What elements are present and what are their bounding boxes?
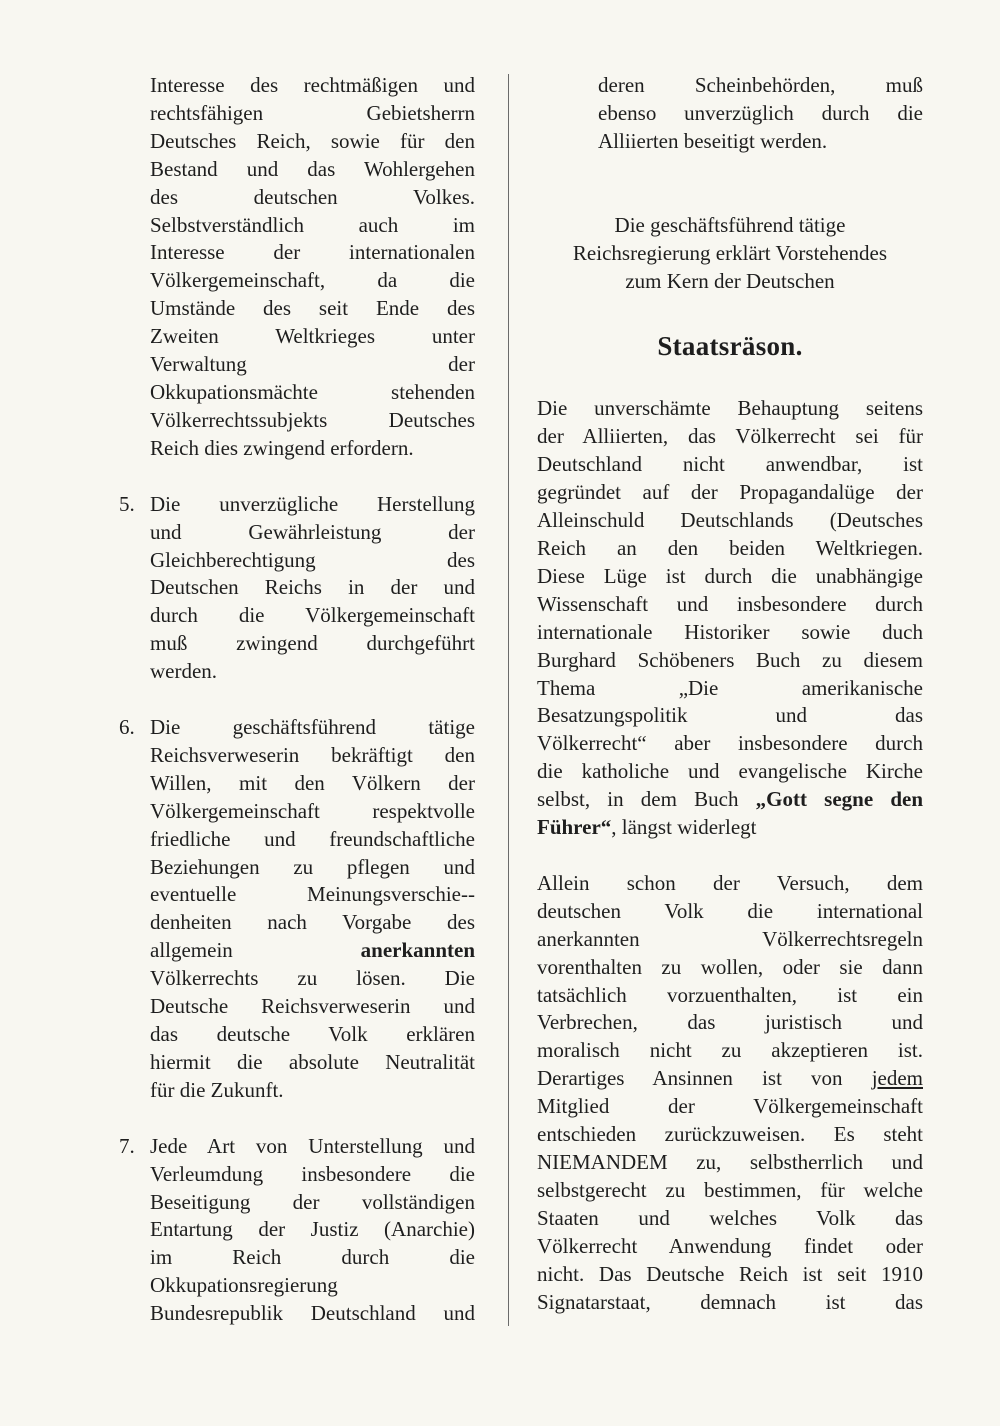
text-line: Völkerrechts zu lösen. Die bbox=[150, 966, 475, 991]
text-line: vorenthalten zu wollen, oder sie dann bbox=[537, 954, 923, 979]
text-line: ebenso unverzüglich durch die bbox=[598, 100, 923, 125]
text-line: Interesse des rechtmäßigen und bbox=[150, 73, 475, 97]
text-line: muß zwingend durchgeführt bbox=[150, 631, 475, 656]
right-column bbox=[537, 72, 923, 1316]
text-line: Alleinschuld Deutschlands (Deutsches bbox=[537, 508, 923, 533]
text-line: Thema „Die amerikanische bbox=[537, 675, 923, 700]
text-line: Verbrechen, das juristisch und bbox=[537, 1010, 923, 1035]
text-line: Umstände des seit Ende des bbox=[150, 296, 475, 321]
text-line bbox=[537, 1065, 923, 1093]
item-number: 6. bbox=[119, 715, 135, 740]
text-line: eventuelle Meinungsverschie-- bbox=[150, 882, 475, 907]
text-line: Völkerrecht“ aber insbesondere durch bbox=[537, 731, 923, 756]
text-line: Bundesrepublik Deutschland und bbox=[150, 1301, 475, 1326]
text-line: für die Zukunft. bbox=[150, 1077, 284, 1102]
text-line: Bestand und das Wohlergehen bbox=[150, 156, 475, 181]
text-line: internationale Historiker sowie duch bbox=[537, 619, 923, 644]
text-line: Beseitigung der vollständigen bbox=[150, 1189, 475, 1214]
text-line: Beziehungen zu pflegen und bbox=[150, 854, 475, 879]
column-divider bbox=[508, 74, 509, 1326]
text-line: Burghard Schöbeners Buch zu diesem bbox=[537, 647, 923, 672]
text-line: rechtsfähigen Gebietsherrn bbox=[150, 100, 475, 125]
text-line: anerkannten Völkerrechtsregeln bbox=[537, 926, 923, 951]
text-line: Völkerrechtssubjekts Deutsches bbox=[150, 407, 475, 432]
text-line: Jede Art von Unterstellung und bbox=[150, 1133, 475, 1158]
text-line bbox=[537, 814, 923, 842]
text-line: Signatarstaat, demnach ist das bbox=[537, 1289, 923, 1314]
book-title-emphasis: „Gott segne den bbox=[755, 787, 923, 812]
text-word: allgemein bbox=[150, 938, 233, 963]
text-line: und Gewährleistung der bbox=[150, 519, 475, 544]
text-line bbox=[150, 937, 475, 965]
text-line: das deutsche Volk erklären bbox=[150, 1022, 475, 1046]
list-item-5 bbox=[111, 491, 475, 686]
text-line: denheiten nach Vorgabe des bbox=[150, 910, 475, 935]
text-line: Die unverschämte Behauptung seitens bbox=[537, 396, 923, 421]
text-line: nicht. Das Deutsche Reich ist seit 1910 bbox=[537, 1261, 923, 1286]
item-number: 5. bbox=[119, 491, 135, 516]
text-line: NIEMANDEM zu, selbstherrlich und bbox=[537, 1150, 923, 1174]
text-phrase: Derartiges Ansinnen ist von bbox=[537, 1066, 843, 1091]
underlined-word-jedem: jedem bbox=[871, 1066, 923, 1091]
continuation-paragraph bbox=[537, 72, 923, 156]
list-item-6 bbox=[111, 714, 475, 1105]
text-line: Zweiten Weltkrieges unter bbox=[150, 324, 475, 349]
text-line: Reichsverweserin bekräftigt den bbox=[150, 742, 475, 767]
text-line: Deutschen Reichs in der und bbox=[150, 575, 475, 600]
text-line: Entartung der Justiz (Anarchie) bbox=[150, 1217, 475, 1242]
paragraph-2 bbox=[537, 870, 923, 1317]
text-line: Verwaltung der bbox=[150, 352, 475, 377]
text-line: durch die Völkergemeinschaft bbox=[150, 603, 475, 628]
text-line: die katholiche und evangelische Kirche bbox=[537, 759, 923, 784]
text-line: Besatzungspolitik und das bbox=[537, 703, 923, 728]
text-line: zum Kern der Deutschen bbox=[625, 268, 835, 293]
text-line: tatsächlich vorzuenthalten, ist ein bbox=[537, 982, 923, 1007]
text-line: gegründet auf der Propagandalüge der bbox=[537, 480, 923, 505]
text-line: entschieden zurückzuweisen. Es steht bbox=[537, 1122, 923, 1147]
item-number: 7. bbox=[119, 1133, 135, 1158]
text-line: Alliierten beseitigt werden. bbox=[598, 128, 828, 153]
book-title-emphasis: Führer“ bbox=[537, 815, 612, 840]
text-line: Willen, mit den Völkern der bbox=[150, 770, 475, 795]
text-line: Deutsches Reich, sowie für den bbox=[150, 128, 475, 153]
text-line: deutschen Volk die international bbox=[537, 898, 923, 923]
text-line: Allein schon der Versuch, dem bbox=[537, 870, 923, 895]
text-line: Okkupationsregierung bbox=[150, 1273, 338, 1298]
text-line: Die geschäftsführend tätige bbox=[614, 212, 846, 237]
text-line: Völkergemeinschaft respektvolle bbox=[150, 798, 475, 823]
text-line: Völkergemeinschaft, da die bbox=[150, 268, 475, 293]
text-line: Reich dies zwingend erfordern. bbox=[150, 435, 414, 460]
section-heading: Staatsräson. bbox=[657, 331, 803, 362]
intro-paragraph bbox=[111, 72, 475, 463]
text-line: hiermit die absolute Neutralität bbox=[150, 1049, 475, 1074]
text-line bbox=[537, 786, 923, 814]
text-line: Reich an den beiden Weltkriegen. bbox=[537, 535, 923, 560]
paragraph-1 bbox=[537, 395, 923, 842]
text-line: Reichsregierung erklärt Vorstehendes bbox=[572, 240, 888, 265]
text-phrase: , längst widerlegt bbox=[611, 815, 757, 840]
text-line: im Reich durch die bbox=[150, 1245, 475, 1270]
text-line: friedliche und freundschaftliche bbox=[150, 826, 475, 851]
text-line: Okkupationsmächte stehenden bbox=[150, 379, 475, 404]
text-line: Verleumdung insbesondere die bbox=[150, 1161, 475, 1186]
text-line: Gleichberechtigung des bbox=[150, 547, 475, 572]
text-line: moralisch nicht zu akzeptieren ist. bbox=[537, 1038, 923, 1063]
text-line: Völkerrecht Anwendung findet oder bbox=[537, 1233, 923, 1258]
text-line: Staaten und welches Volk das bbox=[537, 1205, 923, 1230]
text-line: Diese Lüge ist durch die unabhängige bbox=[537, 563, 923, 588]
left-column bbox=[111, 72, 475, 1328]
emphasis-anerkannten: anerkannten bbox=[360, 938, 475, 963]
text-line: des deutschen Volkes. bbox=[150, 184, 475, 209]
text-line: Deutsche Reichsverweserin und bbox=[150, 994, 475, 1019]
list-item-7 bbox=[111, 1133, 475, 1328]
text-line: der Alliierten, das Völkerrecht sei für bbox=[537, 424, 923, 449]
text-line: Die unverzügliche Herstellung bbox=[150, 491, 475, 516]
text-line: Wissenschaft und insbesondere durch bbox=[537, 591, 923, 616]
declaration-block bbox=[537, 212, 923, 296]
text-line: Deutschland nicht anwendbar, ist bbox=[537, 452, 923, 477]
text-line: selbstgerecht zu bestimmen, für welche bbox=[537, 1177, 923, 1202]
text-line: Interesse der internationalen bbox=[150, 240, 475, 265]
text-line: Mitglied der Völkergemeinschaft bbox=[537, 1094, 923, 1119]
text-line: deren Scheinbehörden, muß bbox=[598, 73, 923, 97]
text-phrase: selbst, in dem Buch bbox=[537, 787, 739, 812]
text-line: Selbstverständlich auch im bbox=[150, 212, 475, 237]
text-line: Die geschäftsführend tätige bbox=[150, 715, 475, 740]
text-line: werden. bbox=[150, 659, 218, 684]
